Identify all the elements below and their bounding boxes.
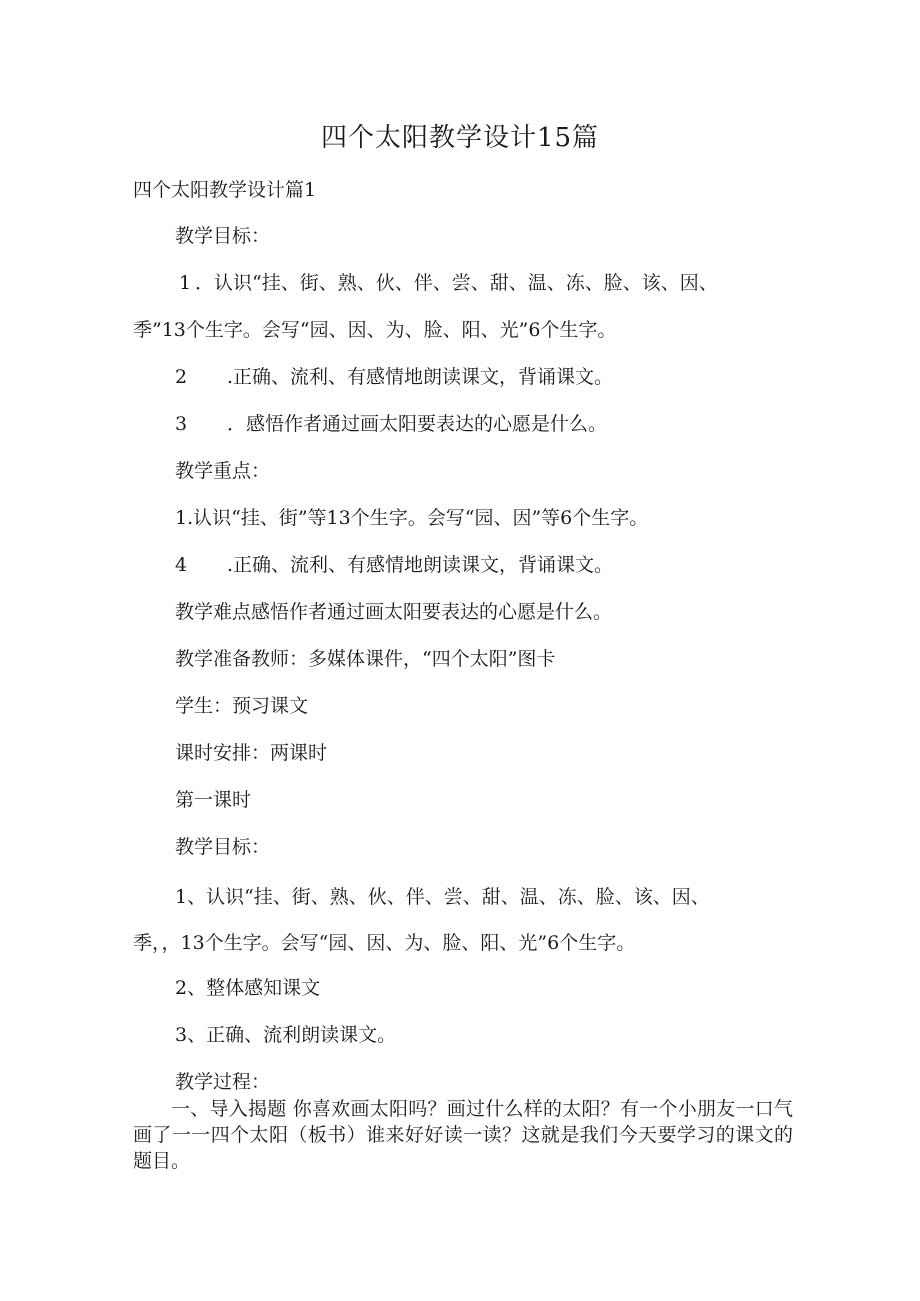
key-point-2-text: .正确、流利、有感情地朗读课文，背诵课文。 xyxy=(227,554,614,576)
process-paragraph: 一、导入揭题 你喜欢画太阳吗？画过什么样的太阳？有一个小朋友一口气画了一一四个太阳（板书）谁来好好读一读？这就是我们今天要学习的课文的题目。 xyxy=(133,1098,793,1172)
lesson-goal-2: 2、整体感知课文 xyxy=(175,977,321,999)
key-point-2 xyxy=(175,552,613,578)
teacher-preparation: 教学准备教师：多媒体课件，“四个太阳”图卡 xyxy=(175,648,556,670)
teaching-goals-label: 教学目标： xyxy=(175,225,271,247)
student-preparation: 学生：预习课文 xyxy=(175,695,309,717)
lesson-goal-1-continuation: 季，，13个生字。会写“园、因、为、脸、阳、光”6个生字。 xyxy=(133,932,636,954)
goal-item-3 xyxy=(175,411,607,437)
goal-item-1-number: 1 xyxy=(178,272,192,294)
lesson-goal-3: 3、正确、流利朗读课文。 xyxy=(175,1024,397,1046)
goal-item-3-text: ．感悟作者通过画太阳要表达的心愿是什么。 xyxy=(227,413,608,435)
key-point-2-number: 4 xyxy=(175,554,188,576)
goal-item-2-number: 2 xyxy=(175,366,188,388)
goal-item-1-text: ．认识“挂、街、熟、伙、伴、尝、甜、温、冻、脸、该、因、 xyxy=(195,272,718,294)
process-label: 教学过程： xyxy=(175,1071,271,1093)
teaching-goals-label-2: 教学目标： xyxy=(175,836,271,858)
goal-item-1 xyxy=(175,270,718,296)
lesson-goal-1: 1、认识“挂、街、熟、伙、伴、尝、甜、温、冻、脸、该、因、 xyxy=(175,886,710,908)
goal-item-1-continuation: 季”13个生字。会写“园、因、为、脸、阳、光”6个生字。 xyxy=(133,319,617,341)
section-heading: 四个太阳教学设计篇1 xyxy=(133,179,317,201)
key-points-label: 教学重点： xyxy=(175,460,271,482)
goal-item-2-text: .正确、流利、有感情地朗读课文，背诵课文。 xyxy=(227,366,614,388)
schedule-line: 课时安排：两课时 xyxy=(175,742,328,764)
document-title: 四个太阳教学设计15篇 xyxy=(320,123,600,153)
goal-item-2 xyxy=(175,364,613,390)
key-point-1: 1.认识“挂、街”等13个生字。会写“园、因”等6个生字。 xyxy=(175,507,649,529)
lesson-heading: 第一课时 xyxy=(175,789,252,811)
difficulty-line: 教学难点感悟作者通过画太阳要表达的心愿是什么。 xyxy=(175,601,613,623)
goal-item-3-number: 3 xyxy=(175,413,188,435)
